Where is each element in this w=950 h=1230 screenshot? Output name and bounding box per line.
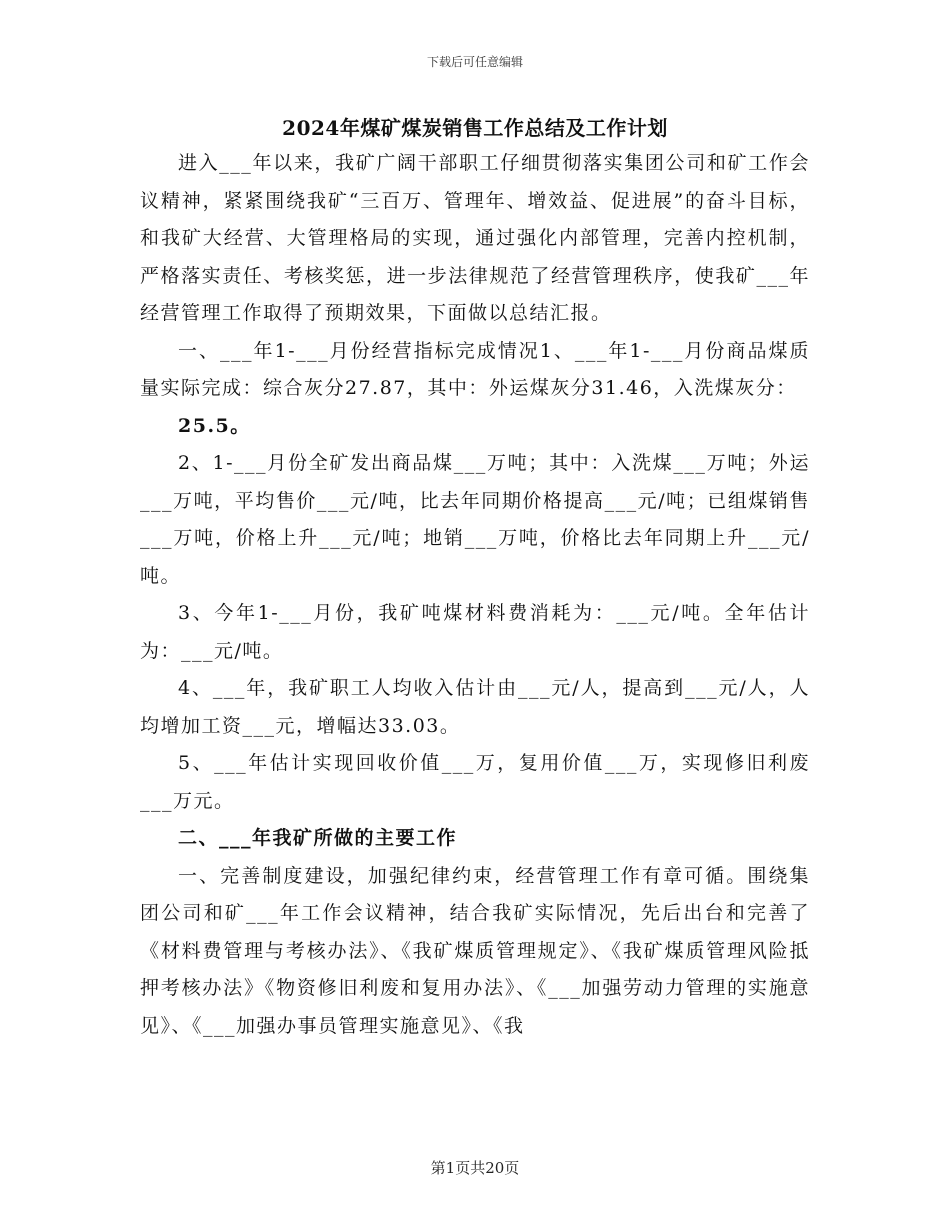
section-heading-2: 二、___年我矿所做的主要工作 xyxy=(178,827,458,849)
paragraph-item-2: 2、1-___月份全矿发出商品煤___万吨；其中：入洗煤___万吨；外运___万吨，平均售价___元/吨，比去年同期价格提高___元/吨；已组煤销售___万吨，价格上升___元/吨；地销___万吨，价格比去年同期上升___元/吨。 xyxy=(140,452,810,587)
paragraph-section-1: 一、___年1-___月份经营指标完成情况1、___年1-___月份商品煤质量实际完成：综合灰分27.87，其中：外运煤灰分31.46，入洗煤灰分： xyxy=(140,339,810,399)
page-header: 下载后可任意编辑 xyxy=(426,55,523,69)
document-title: 2024年煤矿煤炭销售工作总结及工作计划 xyxy=(282,116,668,140)
paragraph-item-3: 3、今年1-___月份，我矿吨煤材料费消耗为：___元/吨。全年估计为：___元/吨。 xyxy=(140,602,810,662)
paragraph-intro: 进入___年以来，我矿广阔干部职工仔细贯彻落实集团公司和矿工作会议精神，紧紧围绕我矿“三百万、管理年、增效益、促进展”的奋斗目标，和我矿大经营、大管理格局的实现，通过强化内部管理，完善内控机制，严格落实责任、考核奖惩，进一步法律规范了经营管理秩序，使我矿___年经营管理工作取得了预期效果，下面做以总结汇报。 xyxy=(140,152,810,324)
paragraph-item-4: 4、___年，我矿职工人均收入估计由___元/人，提高到___元/人，人均增加工资___元，增幅达33.03。 xyxy=(140,677,810,737)
document-body xyxy=(140,145,810,1045)
page-footer: 第1页共20页 xyxy=(430,1159,520,1177)
paragraph-work-1: 一、完善制度建设，加强纪律约束，经营管理工作有章可循。围绕集团公司和矿___年工作会议精神，结合我矿实际情况，先后出台和完善了《材料费管理与考核办法》、《我矿煤质管理规定》、《我矿煤质管理风险抵押考核办法》《物资修旧利废和复用办法》、《___加强劳动力管理的实施意见》、《___加强办事员管理实施意见》、《我 xyxy=(140,864,810,1037)
paragraph-ash-value: 25.5。 xyxy=(178,414,251,437)
paragraph-item-5: 5、___年估计实现回收价值___万，复用价值___万，实现修旧利废___万元。 xyxy=(140,752,810,812)
